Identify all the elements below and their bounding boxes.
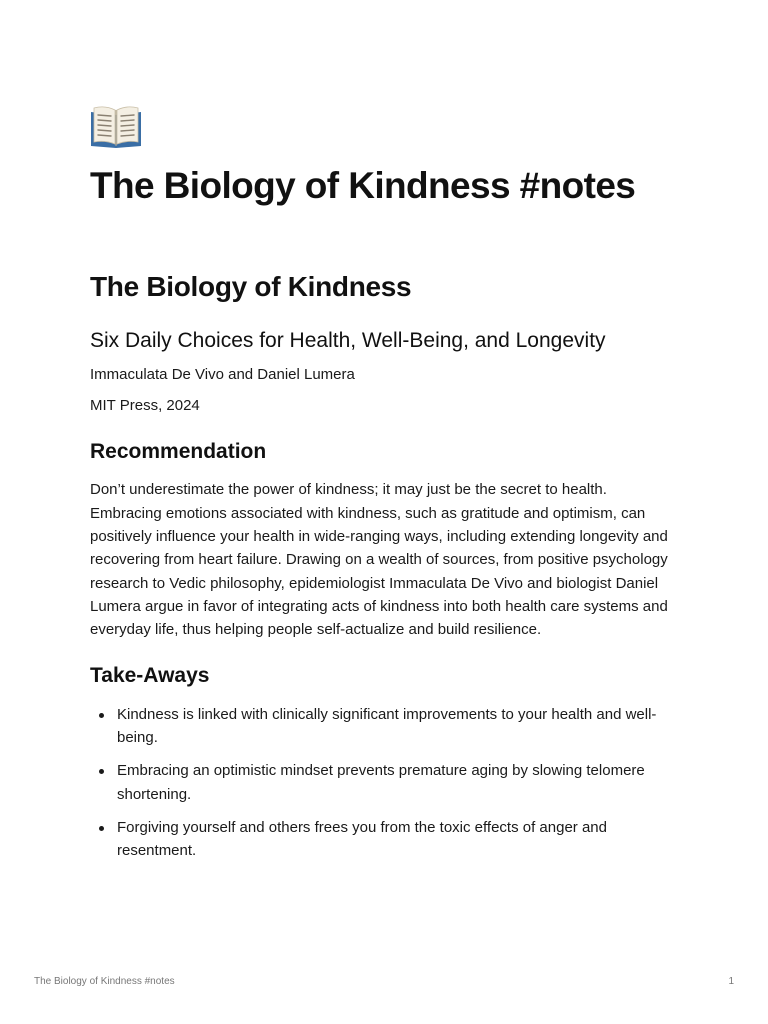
book-publisher: MIT Press, 2024 <box>90 396 200 414</box>
takeaway-item <box>90 759 665 806</box>
book-subtitle: Six Daily Choices for Health, Well-Being, and Longevity <box>90 328 606 352</box>
takeaways-heading: Take-Aways <box>90 664 210 688</box>
bullet-icon <box>99 826 104 831</box>
book-authors: Immaculata De Vivo and Daniel Lumera <box>90 366 355 384</box>
bullet-icon <box>99 713 104 718</box>
takeaway-text: Kindness is linked with clinically significant improvements to your health and well-being. <box>117 705 657 746</box>
footer-title: The Biology of Kindness #notes <box>34 976 175 987</box>
document-title: The Biology of Kindness #notes <box>90 165 636 206</box>
page-number: 1 <box>728 976 734 987</box>
open-book-icon <box>90 104 142 148</box>
takeaway-text: Forgiving yourself and others frees you from the toxic effects of anger and resentment. <box>117 818 607 860</box>
recommendation-text: Don’t underestimate the power of kindness; it may just be the secret to health. Embracing emotions associated with kindness, such as gratitude and optimism, can positively influence your health in wide-ranging ways, including extending longevity and recovering from heart failure. Drawing on a wealth of sources, from positive psychology research to Vedic philosophy, epidemiologist Immaculata De Vivo and biologist Daniel Lumera argue in favor of integrating acts of kindness into both health care systems and everyday life, thus helping people self-actualize and build resilience. <box>90 481 668 639</box>
takeaway-text: Embracing an optimistic mindset prevents premature aging by slowing telomere shortening. <box>117 762 645 803</box>
document-page <box>90 104 690 872</box>
takeaway-item <box>90 816 665 863</box>
book-title: The Biology of Kindness <box>90 270 412 302</box>
takeaways-list <box>90 703 665 863</box>
recommendation-heading: Recommendation <box>90 440 267 464</box>
takeaway-item <box>90 703 665 750</box>
bullet-icon <box>99 769 104 774</box>
